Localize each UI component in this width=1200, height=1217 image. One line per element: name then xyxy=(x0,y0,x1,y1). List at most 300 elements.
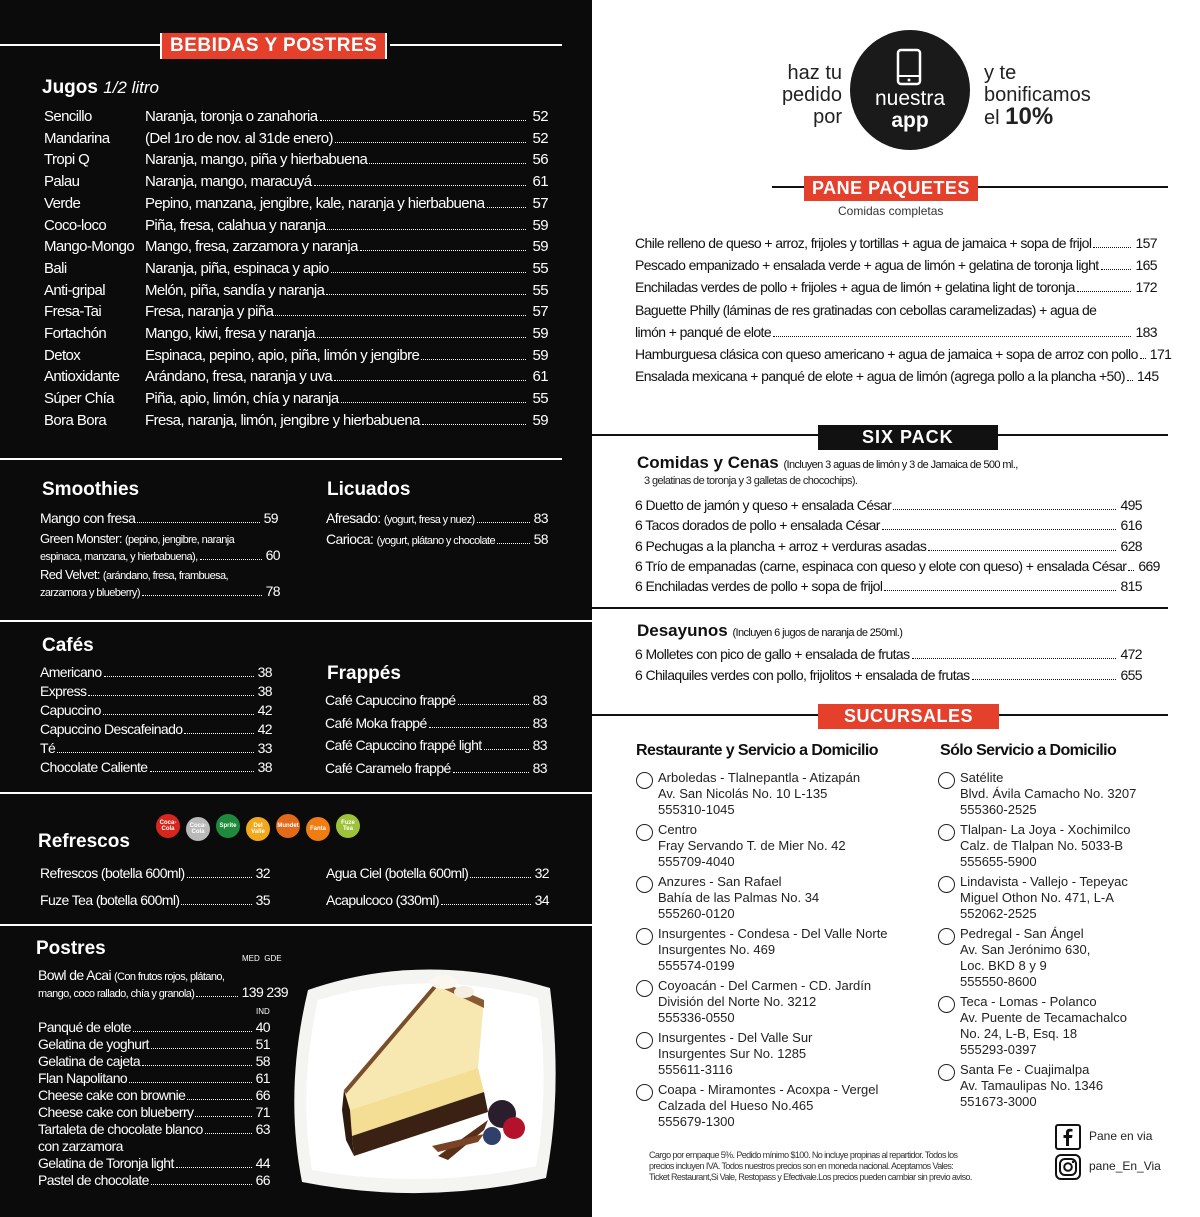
divider xyxy=(0,44,160,46)
paquetes-subtitle: Comidas completas xyxy=(838,204,944,218)
soda-item xyxy=(326,892,549,908)
branch-radio[interactable] xyxy=(636,1084,653,1101)
juice-price: 55 xyxy=(532,281,548,299)
branch-line: Bahía de las Palmas No. 34 xyxy=(658,890,820,905)
item-price: 83 xyxy=(532,692,547,708)
juice-item xyxy=(44,195,548,212)
cafe-item xyxy=(40,759,272,775)
dot-leader xyxy=(1101,269,1132,270)
branch-radio[interactable] xyxy=(938,996,955,1013)
item-price: 83 xyxy=(532,714,547,731)
item-price: 165 xyxy=(1135,257,1157,273)
soda-item xyxy=(326,865,549,881)
item-name: Acapulcoco (330ml) xyxy=(326,892,439,908)
item-price: 58 xyxy=(255,1053,270,1069)
juice-desc: (Del 1ro de nov. al 31de enero) xyxy=(145,129,333,147)
branch-line: Anzures - San Rafael xyxy=(658,874,782,889)
juice-desc: Naranja, mango, piña y hierbabuena xyxy=(145,151,368,169)
item-price: 51 xyxy=(255,1036,270,1052)
dot-leader xyxy=(484,749,529,750)
dessert-item xyxy=(38,1172,270,1188)
dot-leader xyxy=(1128,570,1134,571)
dot-leader xyxy=(326,294,526,295)
branch-line: Av. Puente de Tecamachalco xyxy=(960,1010,1127,1025)
branch-radio[interactable] xyxy=(938,928,955,945)
menu-item: limón + panqué de elote 183 xyxy=(635,324,1157,340)
section-tag-sixpack: SIX PACK xyxy=(818,425,998,450)
dessert-item xyxy=(38,1104,270,1120)
item-name: Pastel de chocolate xyxy=(38,1172,149,1188)
divider xyxy=(0,620,592,622)
branch-line: Fray Servando T. de Mier No. 42 xyxy=(658,838,846,853)
branch-line: Loc. BKD 8 y 9 xyxy=(960,958,1047,973)
menu-item: Tartaleta de chocolate blanco 63 xyxy=(38,1121,270,1137)
comidas-note: 3 gelatinas de toronja y 3 galletas de chocochips). xyxy=(644,475,858,487)
dot-leader xyxy=(314,185,526,186)
juice-item xyxy=(44,325,548,342)
item-price: 616 xyxy=(1120,517,1142,534)
dot-leader xyxy=(421,359,526,360)
divider xyxy=(390,44,562,46)
menu-item-philly-line1: Baguette Philly (láminas de res gratinadas con cebollas caramelizadas) + agua de xyxy=(635,302,1097,318)
item-desc: 6 Molletes con pico de gallo + ensalada de frutas xyxy=(635,646,910,662)
juice-desc: Arándano, fresa, naranja y uva xyxy=(145,368,333,386)
juice-item xyxy=(44,173,548,190)
juice-name: Anti-gripal xyxy=(44,281,105,299)
branch-line: Av. San Jerónimo 630, xyxy=(960,942,1091,957)
branch-line: Insurgentes No. 469 xyxy=(658,942,776,957)
branch-line: Insurgentes Sur No. 1285 xyxy=(658,1046,807,1061)
branch-info xyxy=(658,1030,812,1078)
item-price: 495 xyxy=(1120,497,1142,513)
branch-line: Av. Tamaulipas No. 1346 xyxy=(960,1078,1104,1093)
app-circle[interactable] xyxy=(850,30,970,150)
juice-desc: Fresa, naranja, limón, jengibre y hierbabuena xyxy=(145,411,420,429)
soda-brand-logo: Coca-Cola xyxy=(186,817,210,841)
divider xyxy=(0,924,592,926)
item-desc: 6 Pechugas a la plancha + arroz + verduras asadas xyxy=(635,537,927,554)
dessert-item xyxy=(38,1155,270,1171)
item-name: Capuccino xyxy=(40,702,101,718)
branch-line: No. 24, L-B, Esq. 18 xyxy=(960,1026,1078,1041)
juice-price: 52 xyxy=(532,108,548,125)
dot-leader xyxy=(341,402,526,403)
item-name: Fuze Tea (botella 600ml) xyxy=(40,892,180,908)
item-price: 71 xyxy=(255,1104,270,1120)
branch-line: Satélite xyxy=(960,770,1004,785)
frappe-item xyxy=(325,692,547,708)
juice-price: 55 xyxy=(532,390,548,408)
juice-name: Mango-Mongo xyxy=(44,238,135,256)
dot-leader xyxy=(57,752,253,753)
dot-leader xyxy=(458,704,529,705)
cafe-item xyxy=(40,664,272,680)
item-desc: 6 Tacos dorados de pollo + ensalada César xyxy=(635,517,880,534)
juice-item xyxy=(44,108,548,125)
juice-price: 59 xyxy=(532,346,548,364)
footer-note: Cargo por empaque 5%. Pedido mínimo $100. No incluye propinas al repartidor. Todos los precios incluyen IVA. Todos nuestros precios son en moneda nacional. Aceptamos Vales: Ticket Restaurant,Si Vale, Restopass y Efectivale.Los precios pueden cambiar sin previo aviso. xyxy=(649,1150,972,1182)
item-desc: 6 Trío de empanadas (carne, espinaca con queso y elote con queso) + ensalada César xyxy=(635,557,1127,574)
branch-radio[interactable] xyxy=(938,824,955,841)
juice-desc: Mango, kiwi, fresa y naranja xyxy=(145,325,315,342)
menu-item-red-velvet: Red Velvet: (arándano, fresa, frambuesa, zarzamora y blueberry) 78 xyxy=(40,567,280,599)
juice-price: 61 xyxy=(532,368,548,386)
branch-line: Insurgentes - Del Valle Sur xyxy=(658,1030,813,1045)
branch-info xyxy=(658,822,846,870)
branch-line: 555310-1045 xyxy=(658,802,735,817)
item-name: Café Capuccino frappé light xyxy=(325,737,482,753)
branch-line: Pedregal - San Ángel xyxy=(960,926,1084,941)
dot-leader xyxy=(320,120,527,121)
instagram-handle[interactable]: pane_En_Via xyxy=(1089,1159,1161,1173)
dot-leader xyxy=(893,509,1116,510)
section-tag-bebidas: BEBIDAS Y POSTRES xyxy=(160,33,387,59)
juice-name: Detox xyxy=(44,346,81,364)
dot-leader xyxy=(187,877,252,878)
menu-item xyxy=(635,667,1142,683)
item-name: Americano xyxy=(40,664,102,680)
juice-item xyxy=(44,151,548,168)
juice-name: Fresa-Tai xyxy=(44,303,102,321)
branch-line: Blvd. Ávila Camacho No. 3207 xyxy=(960,786,1137,801)
branch-line: Centro xyxy=(658,822,698,837)
item-name: Capuccino Descafeinado xyxy=(40,721,183,737)
item-price: 815 xyxy=(1120,578,1142,595)
branch-radio[interactable] xyxy=(636,876,653,893)
item-price: 35 xyxy=(255,892,270,908)
dot-leader xyxy=(441,904,531,905)
dessert-item xyxy=(38,1053,270,1069)
branch-line: 555336-0550 xyxy=(658,1010,735,1025)
size-header-ind: IND xyxy=(256,1007,270,1016)
branch-info xyxy=(960,874,1128,922)
juice-name: Súper Chía xyxy=(44,390,114,408)
branch-line: Calz. de Tlalpan No. 5033-B xyxy=(960,838,1124,853)
menu-item: Afresado: (yogurt, fresa y nuez) 83 xyxy=(326,510,548,526)
item-desc: Enchiladas verdes de pollo + frijoles + agua de limón + gelatina light de toronja xyxy=(635,279,1075,295)
branch-radio[interactable] xyxy=(636,824,653,841)
section-tag-paquetes: PANE PAQUETES xyxy=(804,176,978,201)
juice-price: 52 xyxy=(532,129,548,147)
juice-desc: Naranja, piña, espinaca y apio xyxy=(145,259,329,277)
item-price: 172 xyxy=(1135,279,1157,295)
item-name: Café Capuccino frappé xyxy=(325,692,456,708)
juice-price: 59 xyxy=(532,325,548,342)
branch-line: Tlalpan- La Joya - Xochimilco xyxy=(960,822,1131,837)
juice-name: Fortachón xyxy=(44,325,107,342)
instagram-icon[interactable] xyxy=(1055,1154,1081,1180)
drinks-desserts-panel xyxy=(0,0,592,1217)
item-price: 32 xyxy=(255,865,270,881)
juice-desc: Naranja, mango, maracuyá xyxy=(145,173,312,191)
promo-right-text: y te bonificamos el 10% xyxy=(984,62,1091,130)
dot-leader xyxy=(1127,380,1133,381)
soda-brand-logo: Fanta xyxy=(306,817,330,841)
item-price: 34 xyxy=(534,892,549,908)
juice-item xyxy=(44,238,548,255)
item-name: Flan Napolitano xyxy=(38,1070,128,1086)
dessert-item xyxy=(38,1036,270,1052)
juice-name: Sencillo xyxy=(44,108,92,125)
dot-leader xyxy=(142,1065,252,1066)
dot-leader xyxy=(150,771,254,772)
juice-desc: Piña, fresa, calahua y naranja xyxy=(145,216,326,234)
promo-left-text: haz tu pedido por xyxy=(781,62,842,128)
cheesecake-image xyxy=(288,960,560,1200)
juice-name: Coco-loco xyxy=(44,216,107,234)
branch-info xyxy=(658,978,871,1026)
divider xyxy=(0,458,562,460)
app-label: nuestra app xyxy=(874,87,946,132)
item-name: Chocolate Caliente xyxy=(40,759,148,775)
juice-item xyxy=(44,282,548,299)
dot-leader xyxy=(187,1099,251,1100)
branch-info xyxy=(960,770,1136,818)
dot-leader xyxy=(331,272,526,273)
dot-leader xyxy=(453,772,529,773)
dot-leader xyxy=(369,163,526,164)
dot-leader xyxy=(317,337,526,338)
menu-item xyxy=(635,279,1157,295)
branch-line: 555655-5900 xyxy=(960,854,1037,869)
licuados-title: Licuados xyxy=(327,479,411,500)
juice-item xyxy=(44,368,548,385)
branch-info xyxy=(960,926,1090,990)
frappe-item xyxy=(325,715,547,731)
branch-radio[interactable] xyxy=(636,772,653,789)
dot-leader xyxy=(184,733,253,734)
item-desc: 6 Duetto de jamón y queso + ensalada César xyxy=(635,497,892,513)
juice-desc: Piña, apio, limón, chía y naranja xyxy=(145,390,339,408)
dot-leader xyxy=(928,550,1116,551)
branch-info xyxy=(658,926,888,974)
item-price: 42 xyxy=(257,702,272,718)
juice-name: Tropi Q xyxy=(44,151,90,169)
dessert-item xyxy=(38,1070,270,1086)
dot-leader xyxy=(334,380,526,381)
item-price: 33 xyxy=(257,740,272,756)
smoothies-title: Smoothies xyxy=(42,479,140,500)
juice-desc: Pepino, manzana, jengibre, kale, naranja y hierbabuena xyxy=(145,194,485,212)
juice-price: 59 xyxy=(532,411,548,429)
branch-info xyxy=(658,874,819,922)
dot-leader xyxy=(327,229,526,230)
frappes-title: Frappés xyxy=(327,663,401,684)
branch-radio[interactable] xyxy=(636,980,653,997)
item-price: 171 xyxy=(1149,346,1172,362)
juice-item xyxy=(44,130,548,147)
branch-radio[interactable] xyxy=(938,876,955,893)
menu-item xyxy=(635,517,1142,533)
item-price: 66 xyxy=(255,1087,270,1103)
juice-name: Mandarina xyxy=(44,129,110,147)
branch-radio[interactable] xyxy=(636,1032,653,1049)
juice-price: 57 xyxy=(532,194,548,212)
juice-item xyxy=(44,217,548,234)
branch-info xyxy=(960,994,1127,1058)
branch-line: Calzada del Hueso No.465 xyxy=(658,1098,814,1113)
menu-item: Carioca: (yogurt, plátano y chocolate 58 xyxy=(326,531,548,547)
col2-title: Sólo Servicio a Domicilio xyxy=(940,742,1117,759)
juice-name: Palau xyxy=(44,173,80,191)
item-name: Gelatina de cajeta xyxy=(38,1053,141,1069)
branch-line: 555574-0199 xyxy=(658,958,735,973)
juice-price: 59 xyxy=(532,216,548,234)
dot-leader xyxy=(360,250,526,251)
branch-line: Miguel Othon No. 471, L-A xyxy=(960,890,1114,905)
branch-line: 555293-0397 xyxy=(960,1042,1037,1057)
dot-leader xyxy=(429,727,529,728)
branch-radio[interactable] xyxy=(938,1064,955,1081)
dessert-item xyxy=(38,1087,270,1103)
cafe-item xyxy=(40,721,272,737)
juice-desc: Melón, piña, sandía y naranja xyxy=(145,281,325,299)
item-name: Refrescos (botella 600ml) xyxy=(40,865,185,881)
juice-item xyxy=(44,412,548,429)
juice-name: Antioxidante xyxy=(44,368,120,386)
branch-line: 555550-8600 xyxy=(960,974,1037,989)
dot-leader xyxy=(195,1116,251,1117)
juice-price: 55 xyxy=(532,259,548,277)
item-price: 38 xyxy=(257,664,272,680)
soda-brand-logo: Coca-Cola xyxy=(156,814,180,838)
dot-leader xyxy=(151,1048,252,1049)
juice-price: 57 xyxy=(532,303,548,321)
postres-title: Postres xyxy=(36,938,106,959)
branch-line: 551673-3000 xyxy=(960,1094,1037,1109)
juice-item xyxy=(44,303,548,320)
refrescos-title: Refrescos xyxy=(38,831,130,852)
item-desc: Chile relleno de queso + arroz, frijoles y tortillas + agua de jamaica + sopa de frijol xyxy=(635,235,1092,251)
item-price: 83 xyxy=(532,759,547,776)
dot-leader xyxy=(884,590,1116,591)
facebook-handle[interactable]: Pane en via xyxy=(1089,1129,1153,1143)
item-price: 83 xyxy=(532,737,547,753)
menu-item xyxy=(635,497,1142,513)
item-name: Cheese cake con blueberry xyxy=(38,1104,194,1120)
branch-radio[interactable] xyxy=(636,928,653,945)
branch-line: 555260-0120 xyxy=(658,906,735,921)
dot-leader xyxy=(88,695,253,696)
branch-line: 552062-2525 xyxy=(960,906,1037,921)
branch-info xyxy=(658,770,860,818)
meals-branches-panel xyxy=(592,0,1200,1217)
divider xyxy=(0,792,592,794)
dot-leader xyxy=(972,679,1117,680)
frappe-item xyxy=(325,737,547,753)
dot-leader xyxy=(1077,291,1132,292)
menu-item xyxy=(635,578,1142,594)
branch-line: Insurgentes - Condesa - Del Valle Norte xyxy=(658,926,888,941)
branch-info xyxy=(960,1062,1103,1110)
facebook-icon[interactable] xyxy=(1055,1124,1081,1150)
item-name: Cheese cake con brownie xyxy=(38,1087,186,1103)
dot-leader xyxy=(129,1082,252,1083)
juice-price: 56 xyxy=(532,151,548,169)
juice-price: 61 xyxy=(532,173,548,191)
menu-item xyxy=(635,257,1157,273)
item-desc: Hamburguesa clásica con queso americano + agua de jamaica + sopa de arroz con pollo xyxy=(635,346,1138,362)
item-price: 42 xyxy=(257,721,272,737)
jugos-subtitle: 1/2 litro xyxy=(103,78,159,97)
branch-line: Coyoacán - Del Carmen - CD. Jardín xyxy=(658,978,872,993)
item-name: Agua Ciel (botella 600ml) xyxy=(326,865,469,881)
juice-desc: Mango, fresa, zarzamora y naranja xyxy=(145,238,358,256)
branch-line: Lindavista - Vallejo - Tepeyac xyxy=(960,874,1128,889)
menu-item xyxy=(635,346,1172,362)
comidas-title: Comidas y Cenas (Incluyen 3 aguas de limón y 3 de Jamaica de 500 ml., xyxy=(637,453,1018,472)
menu-item xyxy=(635,538,1142,554)
juice-desc: Naranja, toronja o zanahoria xyxy=(145,108,318,125)
juice-item xyxy=(44,347,548,364)
dot-leader xyxy=(176,1167,252,1168)
branch-line: 555611-3116 xyxy=(658,1062,733,1077)
frappe-item xyxy=(325,760,547,776)
menu-item xyxy=(635,557,1160,574)
branch-line: División del Norte No. 3212 xyxy=(658,994,817,1009)
jugos-title: Jugos 1/2 litro xyxy=(42,77,159,98)
item-name: Panqué de elote xyxy=(38,1019,131,1035)
dot-leader xyxy=(882,529,1117,530)
soda-brand-logo: Del Valle xyxy=(246,817,270,841)
dot-leader xyxy=(422,424,526,425)
menu-item-acai: Bowl de Acai (Con frutos rojos, plátano, mango, coco rallado, chía y granola) 139 239 xyxy=(38,967,288,1000)
cafes-title: Cafés xyxy=(42,635,94,656)
cafe-item xyxy=(40,683,272,699)
item-price: 145 xyxy=(1136,368,1159,384)
juice-name: Bali xyxy=(44,259,67,277)
menu-item: Mango con fresa 59 xyxy=(40,510,278,526)
dot-leader xyxy=(487,207,526,208)
branch-line: 555360-2525 xyxy=(960,802,1037,817)
item-name: Café Caramelo frappé xyxy=(325,759,451,776)
dot-leader xyxy=(1093,247,1131,248)
branch-line: Teca - Lomas - Polanco xyxy=(960,994,1097,1009)
branch-line: Coapa - Miramontes - Acoxpa - Vergel xyxy=(658,1082,879,1097)
item-name: Gelatina de Toronja light xyxy=(38,1155,174,1171)
juice-item xyxy=(44,390,548,407)
dot-leader xyxy=(104,676,254,677)
item-price: 157 xyxy=(1135,235,1157,251)
branch-info xyxy=(658,1082,878,1130)
juice-name: Bora Bora xyxy=(44,411,107,429)
menu-item-green-monster: Green Monster: (pepino, jengibre, naranja espinaca, manzana, y hierbabuena), 60 xyxy=(40,531,280,563)
dot-leader xyxy=(335,142,526,143)
item-desc: Ensalada mexicana + panqué de elote + agua de limón (agrega pollo a la plancha +50) xyxy=(635,368,1125,384)
juice-name: Verde xyxy=(44,194,81,212)
dot-leader xyxy=(912,658,1117,659)
item-price: 669 xyxy=(1138,557,1160,574)
juice-desc: Espinaca, pepino, apio, piña, limón y jengibre xyxy=(145,346,420,364)
branch-info xyxy=(960,822,1131,870)
cafe-item xyxy=(40,740,272,756)
item-price: 655 xyxy=(1120,666,1142,683)
item-desc: 6 Chilaquiles verdes con pollo, frijolitos + ensalada de frutas xyxy=(635,666,970,683)
section-tag-sucursales: SUCURSALES xyxy=(818,704,999,729)
menu-item-continuation: con zarzamora xyxy=(38,1138,123,1154)
item-price: 44 xyxy=(255,1155,270,1171)
dot-leader xyxy=(1140,358,1146,359)
size-header: MED GDE xyxy=(242,954,282,963)
dot-leader xyxy=(275,315,526,316)
branch-line: Arboledas - Tlalnepantla - Atizapán xyxy=(658,770,861,785)
dot-leader xyxy=(133,1031,252,1032)
branch-radio[interactable] xyxy=(938,772,955,789)
item-name: Express xyxy=(40,683,87,699)
item-desc: 6 Enchiladas verdes de pollo + sopa de frijol xyxy=(635,578,883,595)
soda-item xyxy=(40,892,270,908)
soda-brand-logo: Mundet xyxy=(276,814,300,838)
